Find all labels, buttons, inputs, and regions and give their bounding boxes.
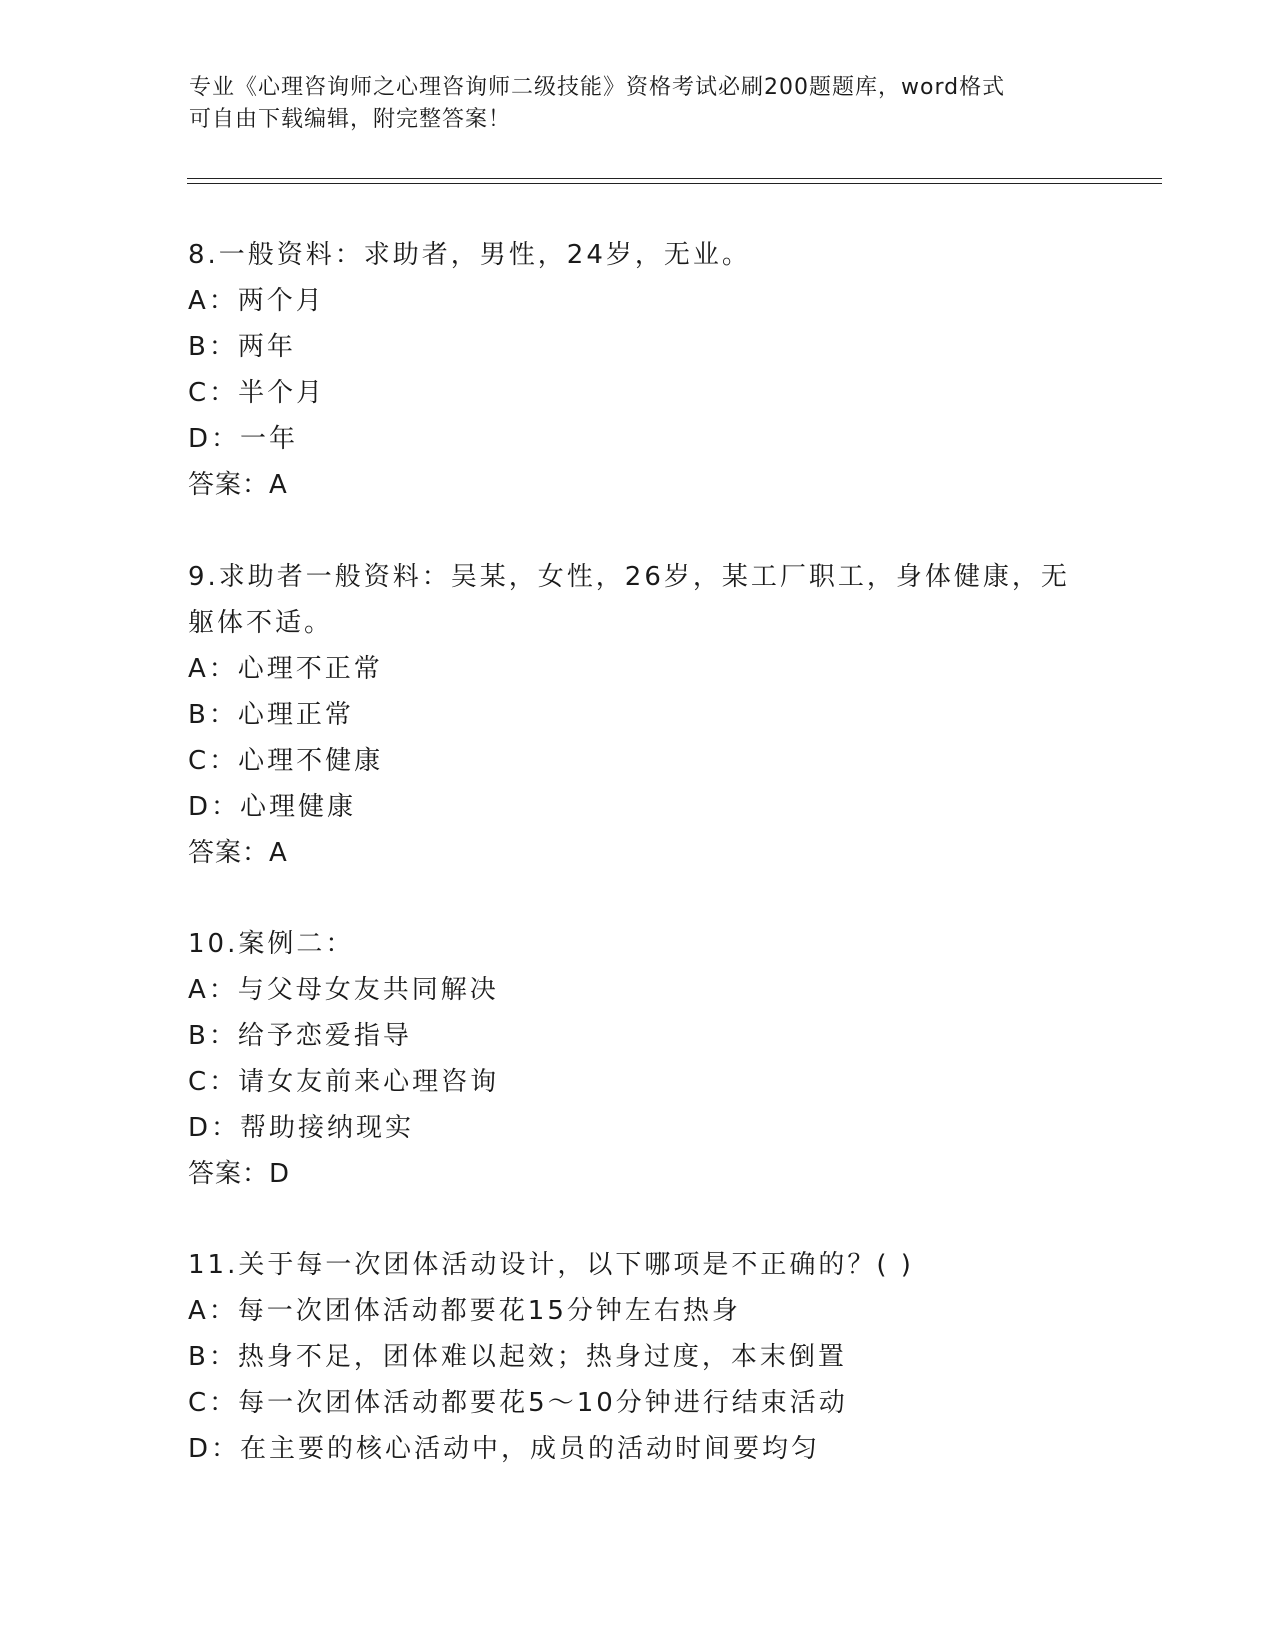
option-a: A：每一次团体活动都要花15分钟左右热身 xyxy=(188,1296,741,1326)
header-divider-top xyxy=(187,178,1162,179)
answer-label: 答案：A xyxy=(188,470,288,500)
option-b: B：给予恋爱指导 xyxy=(188,1021,412,1051)
option-d: D：一年 xyxy=(188,424,299,454)
question-stem: 8.一般资料：求助者，男性，24岁，无业。 xyxy=(188,240,751,270)
option-d: D：在主要的核心活动中，成员的活动时间要均匀 xyxy=(188,1434,821,1464)
option-a: A：心理不正常 xyxy=(188,654,383,684)
document-header xyxy=(189,72,1089,136)
option-c: C：每一次团体活动都要花5～10分钟进行结束活动 xyxy=(188,1388,848,1418)
option-b: B：两年 xyxy=(188,332,296,362)
option-d: D：帮助接纳现实 xyxy=(188,1113,415,1143)
question-stem: 9.求助者一般资料：吴某，女性，26岁，某工厂职工，身体健康，无 xyxy=(188,562,1070,592)
header-divider-bottom xyxy=(187,183,1162,184)
question-stem: 11.关于每一次团体活动设计，以下哪项是不正确的？( ) xyxy=(188,1250,914,1280)
option-b: B：热身不足，团体难以起效；热身过度，本末倒置 xyxy=(188,1342,847,1372)
option-c: C：心理不健康 xyxy=(188,746,384,776)
question-stem-continued: 躯体不适。 xyxy=(188,608,334,638)
option-a: A：与父母女友共同解决 xyxy=(188,975,499,1005)
option-d: D：心理健康 xyxy=(188,792,357,822)
question-stem: 10.案例二： xyxy=(188,929,355,959)
answer-label: 答案：D xyxy=(188,1159,291,1189)
option-a: A：两个月 xyxy=(188,286,325,316)
header-line-1: 专业《心理咨询师之心理咨询师二级技能》资格考试必刷200题题库，word格式 xyxy=(189,75,1006,100)
option-c: C：半个月 xyxy=(188,378,326,408)
option-b: B：心理正常 xyxy=(188,700,354,730)
header-line-2: 可自由下载编辑，附完整答案！ xyxy=(189,107,512,132)
answer-label: 答案：A xyxy=(188,838,288,868)
option-c: C：请女友前来心理咨询 xyxy=(188,1067,500,1097)
